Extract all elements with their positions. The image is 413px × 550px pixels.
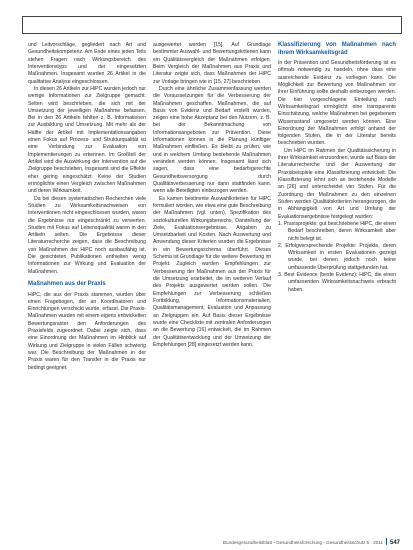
paragraph: Es kamen bestimmte Auswahlkriterien für HiPC formuliert worden, wie etwa eine gute Beschreibung der Maßnahmen (vgl. unten), Spezifikation des soziokulturellen Wirkungsbereichs, Darstellung der Ziele, Evaluationsergebnisse, Angaben zu Umsetzbarkeit und Kosten. Nach Auswertung und Anwendung dieser Kriterien wurden die Ergebnisse in ein Bewertungsschema überführt. Dieses Schema ist Grundlage für die weitere Bewertung im Projekt. Zugleich wurden Empfehlungen zur Verbesserung der Maßnahmen aus der Praxis für die Umsetzung erarbeitet, die im weiteren Verlauf des Projekts ausgewertet werden sollen. Die Empfehlungen zur Verbesserung schließen Fortbildung, Informationsmaterialien, Qualitätsmanagement, Evaluation und Anpassung an Zielgruppen ein. Auf Basis dieser Ergebnisse wurde eine Checkliste mit zentralen Anforderungen an die Bewertung [16] entwickelt, die im Rahmen der Qualitätsentwicklung und der Umsetzung der Empfehlungen [28] eingesetzt werden kann. [153, 195, 272, 348]
paragraph: und Leitvorschläge, gegliedert nach Art und Gesundheitskompetenz. Am Ende eines jeden Teils stehen Fragen nach Wirkungsbereich des Interventionstyps und der eingesetzten Maßnahmen. Insgesamt wurden 26 Artikel in die qualitative Analyse eingeschlossen. [28, 42, 146, 85]
paragraph: Da bei diesen systematischen Recherchen viele Studien zu Wirksamkeitsnachweisen von Interventionen nicht eingeschlossen wurden, waren die Ergebnisse nur eingeschränkt zu verwerten. Studien mit Fokus auf Lebensqualität waren in den Artikeln selten. Die Ergebnisse dieser Literaturrecherche zeigen, dass die Beschreibung von Maßnahmen der HiPC noch ausbaufähig ist. Die gesichteten Publikationen enthielten wenig Informationen zur Wirkung und Evaluation der Maßnahmen. [28, 195, 146, 275]
paragraph: In diesen 26 Artikeln zur HiPC wurden jedoch nur wenige Informationen zur Zielgruppe gemacht. Selten wird beschrieben, die sich mit der Umsetzung der jeweiligen Maßnahme befassen. Bei in den 26 Artikeln fehlten z. B. Informationen zur Ausbildung und Umsetzung. Mit mehr als der Hälfte der Artikel mit Implementationsangaben einen Fokus auf Prozess- und Strukturqualität ist eine Verbindung zur Evaluation von Implementierungen zu erkennen. Im Großteil der Artikel wird die Auswirkung der Intervention auf die Zielgruppe beschrieben, insgesamt sind die Effekte eher gering eingeschätzt. Keine der Studien ermöglichte einen Vergleich zwischen Maßnahmen und deren Wirksamkeit. [28, 85, 147, 195]
list-item: 2. Erfolgversprechende Projekte: Projekte, deren Wirksamkeit in ersten Evaluationen gezeigt wurde, bei denen jedoch noch keine umfassende Überprüfung stattgefunden hat. [278, 242, 396, 271]
section-heading: Maßnahmen aus der Praxis [28, 281, 106, 287]
column-1 [28, 42, 146, 372]
paragraph: ausgewertet werden [15]. Auf Grundlage bestimmter Auswahl- und Bewertungskriterien kann ein Qualitätsvergleich der Maßnahmen erfolgen. Beim Vergleich der Maßnahmen aus Praxis und Literatur zeigte sich, dass Maßnahmen der HiPC zur Vorlage bringen wie in [15, 27] beschrieben. [153, 42, 271, 85]
column-3 [278, 42, 396, 294]
paragraph: HiPC, die aus der Praxis stammen, wurden über einen Fragebogen, der an Koordinatoren und Einrichtungen verschickt wurde, erfasst. Die Praxis-Maßnahmen wurden mit einem eigens entwickelten Bewertungsraster den Anforderungen des Praxisfelds zugeordnet. Dabei zeigte sich, dass eine Einordnung der Maßnahmen im Hinblick auf Wirkung und Zielgruppe in vielen Fällen schwierig war. Die Beschreibung der Maßnahmen in der Praxis waren für den Transfer in die Praxis nur bedingt geeignet. [28, 291, 146, 371]
section-heading: Klassifizierung von Maßnahmen nach ihrem Wirksamkeitsgrad [278, 42, 396, 56]
list-item: 3. Best Evidence (beste Evidenz): HiPC, die einen umfassenden Wirksamkeitsnachweis erbracht haben. [278, 272, 396, 293]
column-2 [153, 42, 271, 349]
footer-divider [386, 538, 387, 545]
journal-citation: Bundesgesundheitsblatt - Gesundheitsforschung - Gesundheitsschutz 5 · 2011 [222, 540, 383, 545]
classification-list [278, 221, 396, 294]
list-item: 1. Praxisprojekte: gut beschriebene HiPC, die einen Bedarf beschreiben, deren Wirksamkeit aber nicht belegt ist. [278, 220, 396, 242]
page-number: 547 [389, 540, 400, 546]
header-box [22, 16, 402, 34]
paragraph: Durch eine ähnliche Zusammenfassung werden die Voraussetzungen für die Verbesserung der Maßnahmen geschaffen. Maßnahmen, die auf Basis von Evidenz und Bedarf erstellt wurden, zeigen eine hohe Akzeptanz bei den Nutzern, z. B. bei der Bekanntmachung von Informationsangeboten zur Prävention. Diese Informationen können in die Planung künftiger Maßnahmen einfließen. Es bleibt zu prüfen, wie und in welchem Umfang bestehende Maßnahmen verändert werden können. Insgesamt lässt sich sagen, dass eine bedarfsgerechte Gesundheitsversorgung durch Qualitätsverbesserung nur dann stattfinden kann, wenn alle Beteiligten einbezogen werden. [153, 85, 271, 195]
paragraph: In der Prävention und Gesundheitsförderung ist es oftmals notwendig zu handeln, ohne dass eine ausreichende Evidenz zu vorliegen kann. Die Möglichkeit zur Bewertung von Maßnahmen vor ihrer Einführung sollte deshalb einbezogen werden. Die hier vorgeschlagene Einteilung nach Wirksamkeitsgrad ermöglicht eine transparente Einschätzung, welche Maßnahmen bei gegebenem Wissensstand umgesetzt werden können. Eine Einordnung der Maßnahmen erfolgt anhand der folgenden Stufen, die in der Literatur bereits beschrieben wurden. [278, 60, 396, 147]
page-footer [28, 538, 400, 546]
paragraph: Um HiPC im Rahmen der Qualitätssicherung in ihrer Wirksamkeit einzuordnen, wurde auf Basis der Literaturrecherche und der Auswertung der Praxisbeispiele eine Klassifizierung entwickelt. Die Klassifizierung lehnt sich an bestehende Modelle an [26] und unterscheidet vier Stufen. Für die Zuordnung der Maßnahmen zu den einzelnen Stufen werden Qualitätskriterien herangezogen, die in Abhängigkeit von Art und Umfang der Evaluationsergebnisse festgelegt wurden: [278, 147, 396, 220]
